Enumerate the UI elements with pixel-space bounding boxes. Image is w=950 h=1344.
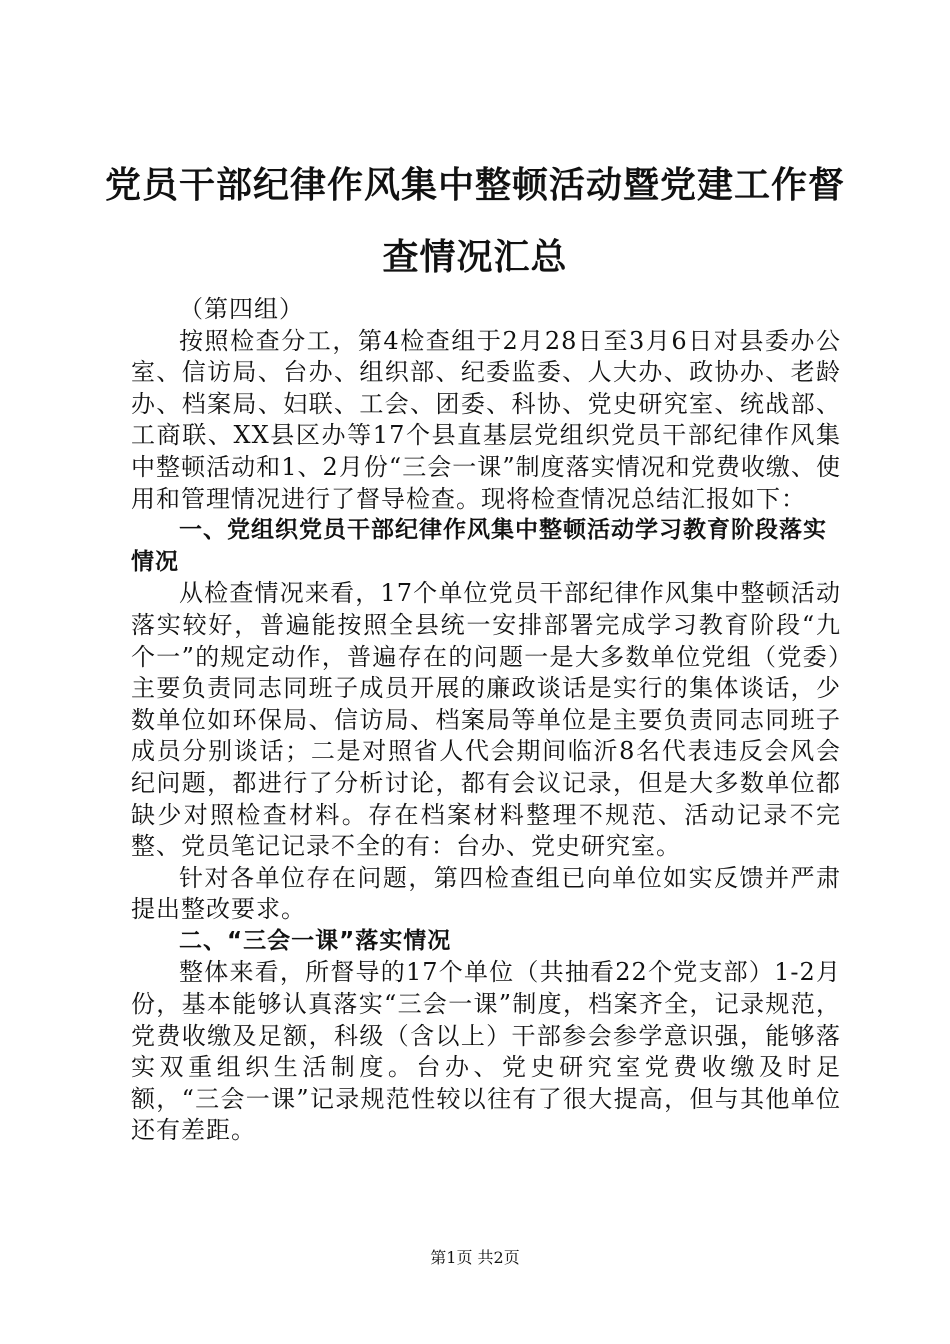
section-2-heading: 二、“三会一课”落实情况	[179, 927, 452, 954]
document-title-line-1: 党员干部纪律作风集中整顿活动暨党建工作督	[104, 165, 845, 206]
group-label: （第四组）	[179, 295, 304, 323]
section-1-paragraph-2: 针对各单位存在问题，第四检查组已向单位如实反馈并严肃提出整改要求。	[131, 863, 841, 924]
intro-paragraph: 按照检查分工，第4检查组于2月28日至3月6日对县委办公室、信访局、台办、组织部、纪委监委、人大办、政协办、老龄办、档案局、妇联、工会、团委、科协、党史研究室、统战部、工商联、XX县区办等17个县直基层党组织党员干部纪律作风集中整顿活动和1、2月份“三会一课”制度落实情况和党费收缴、使用和管理情况进行了督导检查。现将检查情况总结汇报如下：	[131, 326, 841, 513]
page-footer: 第1页 共2页	[430, 1248, 520, 1267]
section-1-paragraph-1: 从检查情况来看，17个单位党员干部纪律作风集中整顿活动落实较好，普遍能按照全县统一安排部署完成学习教育阶段“九个一”的规定动作，普遍存在的问题一是大多数单位党组（党委）主要负责同志同班子成员开展的廉政谈话是实行的集体谈话，少数单位如环保局、信访局、档案局等单位是主要负责同志同班子成员分别谈话；二是对照省人代会期间临沂8名代表违反会风会纪问题，都进行了分析讨论，都有会议记录，但是大多数单位都缺少对照检查材料。存在档案材料整理不规范、活动记录不完整、党员笔记记录不全的有：台办、党史研究室。	[131, 579, 841, 861]
document-title-line-2: 查情况汇总	[382, 237, 568, 278]
document-body	[131, 294, 841, 1147]
section-2-paragraph-1: 整体来看，所督导的17个单位（共抽看22个党支部）1-2月份，基本能够认真落实“三会一课”制度，档案齐全，记录规范，党费收缴及足额，科级（含以上）干部参会参学意识强，能够落实双重组织生活制度。台办、党史研究室党费收缴及时足额，“三会一课”记录规范性较以往有了很大提高，但与其他单位还有差距。	[131, 958, 841, 1145]
section-1-heading: 一、党组织党员干部纪律作风集中整顿活动学习教育阶段落实情况	[131, 517, 827, 575]
